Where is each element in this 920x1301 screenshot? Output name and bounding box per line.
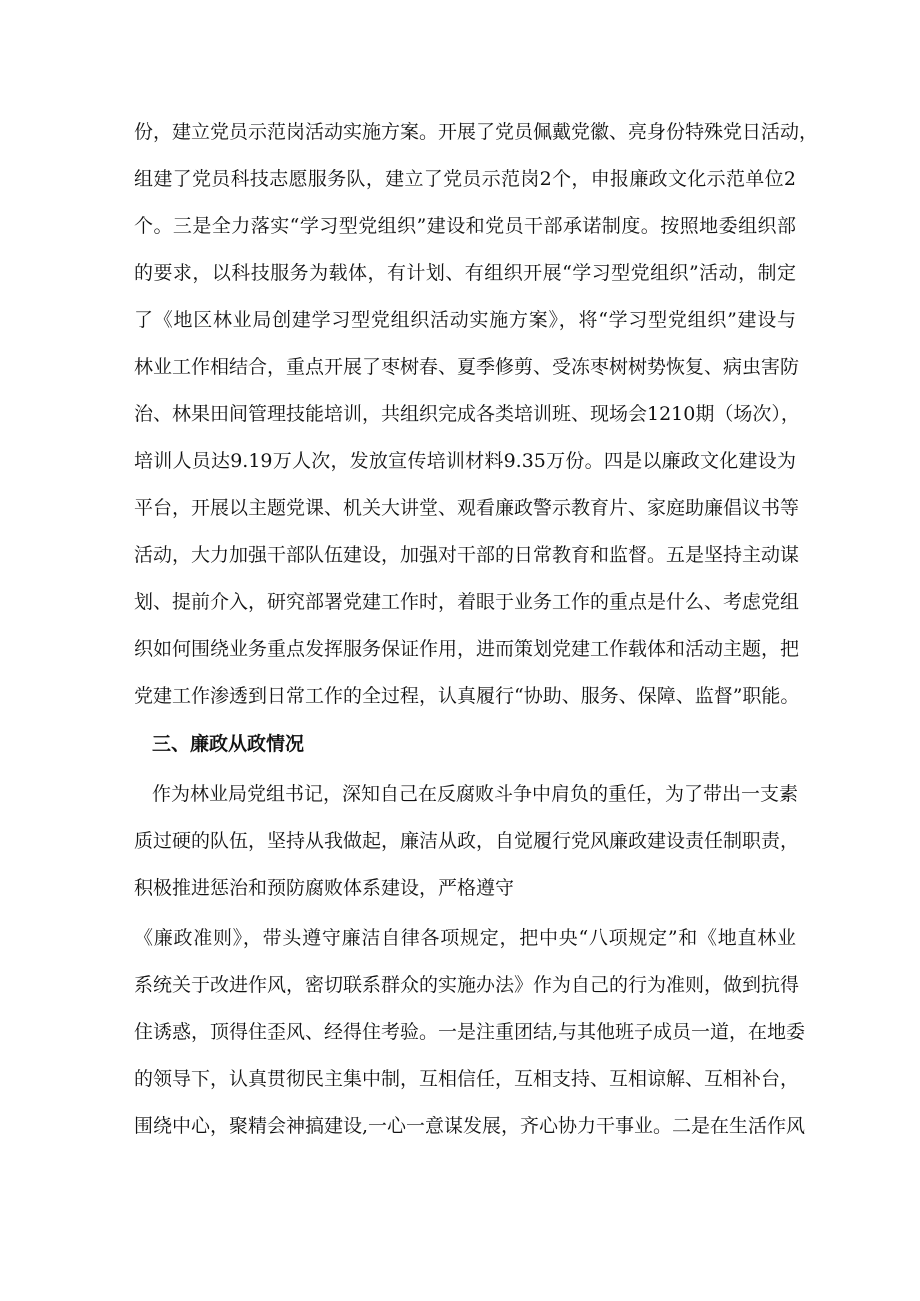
paragraph-line: 了《地区林业局创建学习型党组织活动实施方案》，将“学习型党组织”建设与: [134, 309, 796, 331]
paragraph-line: 作为林业局党组书记，深知自己在反腐败斗争中肩负的重任，为了带出一支素: [152, 783, 799, 805]
paragraph-line: 党建工作渗透到日常工作的全过程，认真履行“协助、服务、保障、监督”职能。: [134, 685, 800, 707]
paragraph-line: 积极推进惩治和预防腐败体系建设，严格遵守: [134, 877, 515, 899]
paragraph-line: 份，建立党员示范岗活动实施方案。开展了党员佩戴党徽、亮身份特殊党日活动，: [134, 121, 819, 143]
paragraph-line: 住诱惑，顶得住歪风、经得住考验。一是注重团结,与其他班子成员一道，在地委: [134, 1021, 806, 1043]
paragraph-line: 质过硬的队伍，坚持从我做起，廉洁从政，自觉履行党风廉政建设责任制职责，: [134, 830, 800, 852]
paragraph-line: 平台，开展以主题党课、机关大讲堂、观看廉政警示教育片、家庭助廉倡议书等: [134, 497, 800, 519]
paragraph-line: 培训人员达9.19万人次，发放宣传培训材料9.35万份。四是以廉政文化建设为: [134, 450, 796, 472]
paragraph-line: 《廉政准则》，带头遵守廉洁自律各项规定，把中央“八项规定”和《地直林业: [134, 927, 796, 949]
paragraph-line: 治、林果田间管理技能培训，共组织完成各类培训班、现场会1210期（场次），: [134, 403, 800, 425]
paragraph-line: 围绕中心，聚精会神搞建设,一心一意谋发展，齐心协力干事业。二是在生活作风: [134, 1115, 806, 1137]
paragraph-line: 系统关于改进作风，密切联系群众的实施办法》作为自己的行为准则，做到抗得: [134, 974, 800, 996]
paragraph-line: 织如何围绕业务重点发挥服务保证作用，进而策划党建工作载体和活动主题，把: [134, 638, 800, 660]
paragraph-line: 组建了党员科技志愿服务队，建立了党员示范岗2个，申报廉政文化示范单位2: [134, 168, 796, 190]
paragraph-line: 林业工作相结合，重点开展了枣树春、夏季修剪、受冻枣树树势恢复、病虫害防: [134, 356, 800, 378]
paragraph-line: 活动，大力加强干部队伍建设，加强对干部的日常教育和监督。五是坚持主动谋: [134, 544, 800, 566]
paragraph-line: 划、提前介入，研究部署党建工作时，着眼于业务工作的重点是什么、考虑党组: [134, 591, 800, 613]
paragraph-line: 的要求，以科技服务为载体，有计划、有组织开展“学习型党组织”活动，制定: [134, 262, 796, 284]
paragraph-line: 个。三是全力落实“学习型党组织”建设和党员干部承诺制度。按照地委组织部: [134, 215, 796, 237]
section-heading: 三、廉政从政情况: [152, 733, 305, 755]
paragraph-line: 的领导下，认真贯彻民主集中制，互相信任，互相支持、互相谅解、互相补台，: [134, 1068, 800, 1090]
